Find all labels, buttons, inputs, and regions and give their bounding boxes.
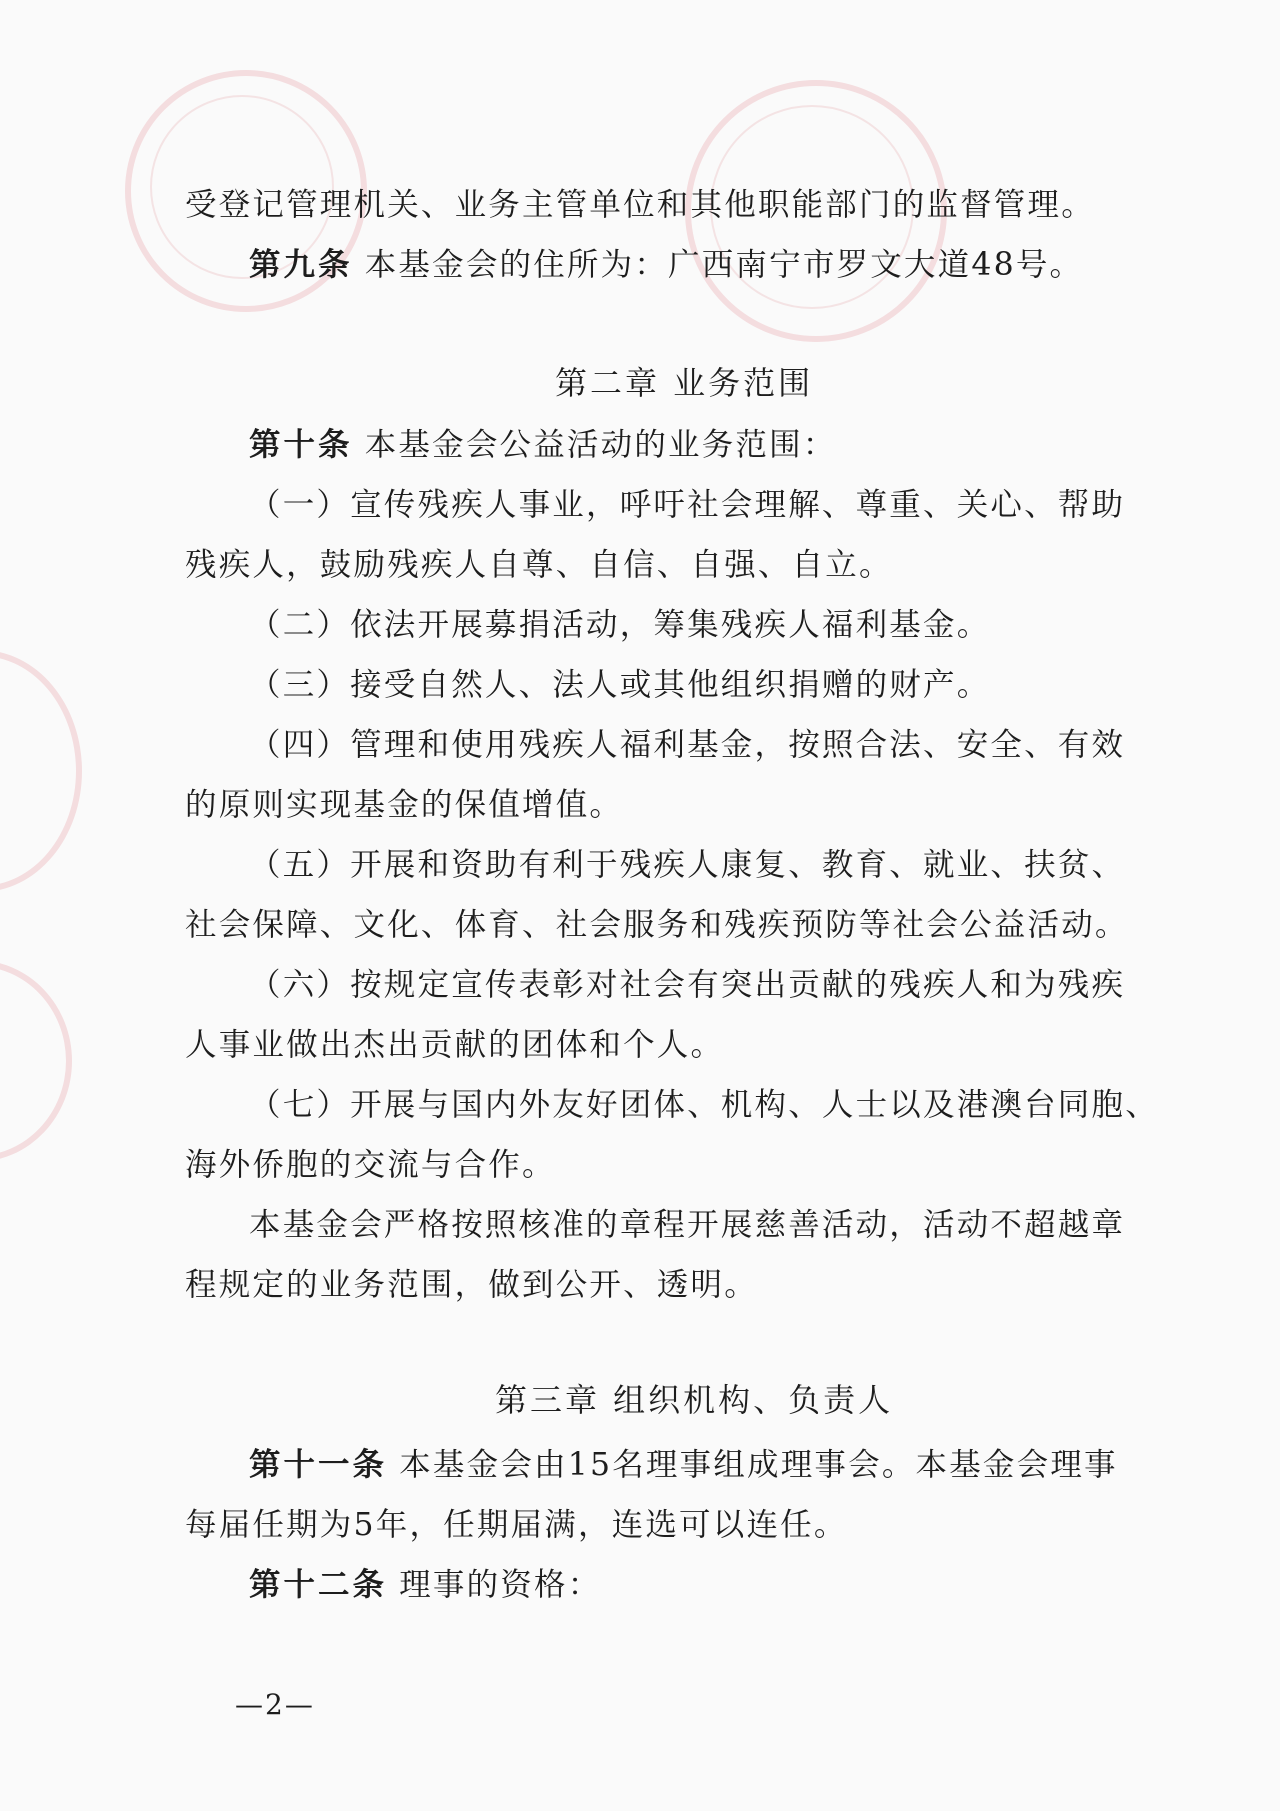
article-11-text: 本基金会由15名理事组成理事会。本基金会理事: [399, 1447, 1118, 1483]
item-6-line-2: 人事业做出杰出贡献的团体和个人。: [185, 1027, 725, 1063]
article-10: [249, 420, 837, 465]
page-number: —2—: [235, 1688, 315, 1721]
item-1-line-1: （一）宣传残疾人事业，呼吁社会理解、尊重、关心、帮助: [249, 487, 1126, 523]
article-10-label: 第十条: [249, 426, 353, 463]
item-7-line-1: （七）开展与国内外友好团体、机构、人士以及港澳台同胞、: [249, 1087, 1159, 1123]
article-12-text: 理事的资格：: [399, 1567, 602, 1603]
item-5-line-1: （五）开展和资助有利于残疾人康复、教育、就业、扶贫、: [249, 847, 1126, 883]
item-7-line-2: 海外侨胞的交流与合作。: [185, 1147, 556, 1183]
article-10-text: 本基金会公益活动的业务范围：: [364, 427, 837, 463]
article-12: [249, 1560, 601, 1605]
article-9-label: 第九条: [249, 246, 353, 283]
article-9: [249, 240, 1083, 285]
closing-line-1: 本基金会严格按照核准的章程开展慈善活动，活动不超越章: [249, 1207, 1126, 1243]
item-2: （二）依法开展募捐活动，筹集残疾人福利基金。: [249, 607, 991, 643]
official-seal-edge: [0, 650, 82, 892]
paragraph-continuation: 受登记管理机关、业务主管单位和其他职能部门的监督管理。: [185, 187, 1095, 223]
article-9-text: 本基金会的住所为：广西南宁市罗文大道48号。: [364, 247, 1084, 283]
official-seal-edge-lower: [0, 960, 72, 1162]
article-11-line-2: 每届任期为5年，任期届满，连选可以连任。: [185, 1507, 848, 1543]
item-5-line-2: 社会保障、文化、体育、社会服务和残疾预防等社会公益活动。: [185, 907, 1129, 943]
article-11-label: 第十一条: [249, 1446, 388, 1483]
article-11-line-1: [249, 1440, 1118, 1485]
item-4-line-2: 的原则实现基金的保值增值。: [185, 787, 624, 823]
chapter-2-title: 第二章 业务范围: [555, 364, 814, 402]
item-1-line-2: 残疾人，鼓励残疾人自尊、自信、自强、自立。: [185, 547, 893, 583]
closing-line-2: 程规定的业务范围，做到公开、透明。: [185, 1267, 758, 1303]
item-6-line-1: （六）按规定宣传表彰对社会有突出贡献的残疾人和为残疾: [249, 967, 1126, 1003]
item-4-line-1: （四）管理和使用残疾人福利基金，按照合法、安全、有效: [249, 727, 1126, 763]
chapter-3-title: 第三章 组织机构、负责人: [495, 1381, 894, 1419]
article-12-label: 第十二条: [249, 1566, 388, 1603]
item-3: （三）接受自然人、法人或其他组织捐赠的财产。: [249, 667, 991, 703]
